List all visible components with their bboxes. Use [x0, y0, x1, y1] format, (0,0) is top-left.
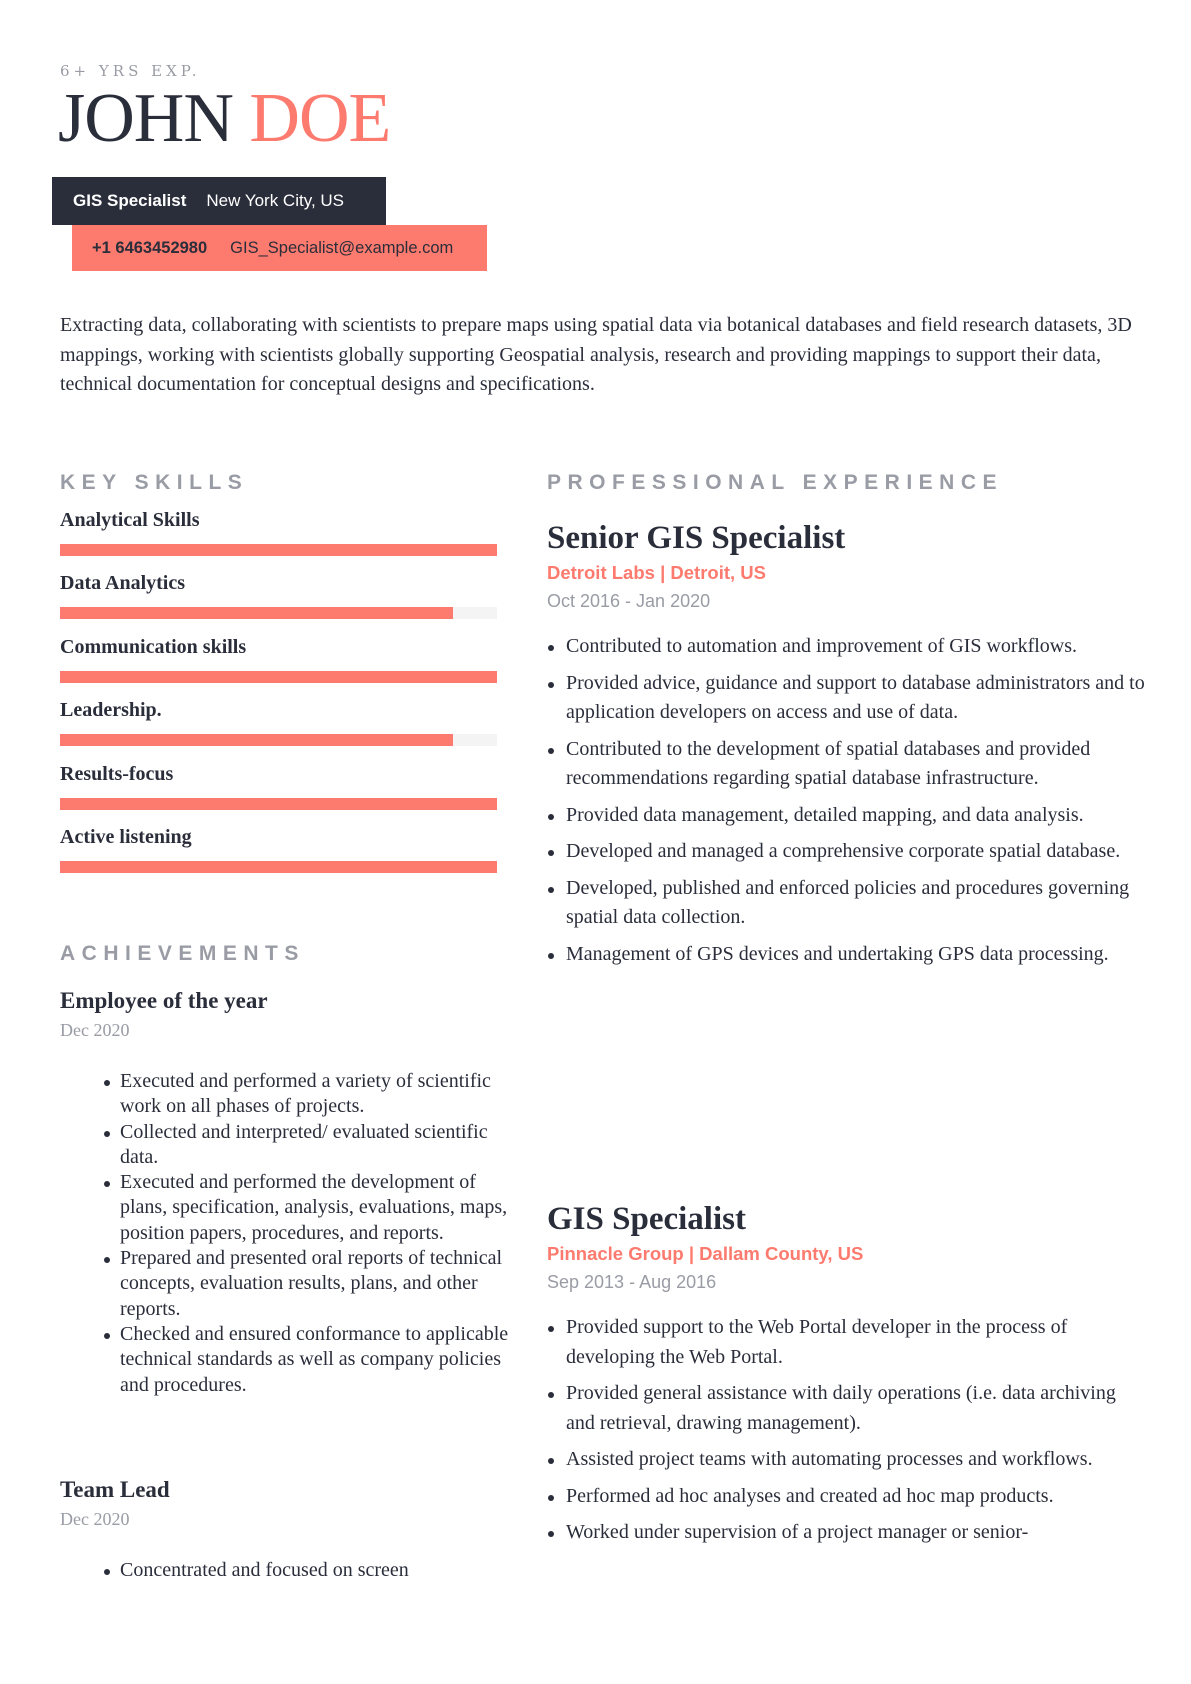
location: New York City, US	[206, 191, 345, 210]
skill-level-bar	[60, 798, 497, 810]
bullet-item: Provided general assistance with daily operations (i.e. data archiving and retrieval, drawing management).	[566, 1379, 1147, 1438]
achievement-bullets	[60, 1069, 510, 1398]
phone[interactable]: +1 6463452980	[92, 238, 208, 257]
skill-label: Communication skills	[60, 635, 247, 658]
achievement-date: Dec 2020	[60, 1020, 130, 1040]
achievement-1	[60, 988, 510, 1398]
job-bullets	[547, 632, 1147, 969]
job-dates: Oct 2016 - Jan 2020	[547, 591, 711, 611]
bullet-item: Performed ad hoc analyses and created ad hoc map products.	[566, 1482, 1147, 1512]
skill-label: Results-focus	[60, 762, 174, 785]
bullet-item: Developed, published and enforced policies and procedures governing spatial data collection.	[566, 874, 1147, 933]
skill-label: Active listening	[60, 825, 192, 848]
skill-label: Data Analytics	[60, 572, 185, 595]
bullet-item: Developed and managed a comprehensive corporate spatial database.	[566, 837, 1147, 867]
achievement-bullets	[60, 1558, 510, 1583]
bullet-item: Contributed to automation and improvement of GIS workflows.	[566, 632, 1147, 662]
bullet-item: Collected and interpreted/ evaluated scientific data.	[120, 1120, 510, 1171]
experience-heading: PROFESSIONAL EXPERIENCE	[547, 471, 1004, 494]
skill-level-fill	[60, 607, 453, 619]
bullet-item: Concentrated and focused on screen	[120, 1558, 510, 1583]
job-dates: Sep 2013 - Aug 2016	[547, 1272, 717, 1292]
bullet-item: Assisted project teams with automating processes and workflows.	[566, 1445, 1147, 1475]
achievement-2	[60, 1477, 510, 1583]
bullet-item: Worked under supervision of a project manager or senior-	[566, 1518, 1147, 1548]
skill-level-fill	[60, 734, 453, 746]
bullet-item: Provided data management, detailed mapping, and data analysis.	[566, 801, 1147, 831]
skill-level-bar	[60, 671, 497, 683]
skills-list	[60, 508, 497, 888]
bullet-item: Provided support to the Web Portal developer in the process of developing the Web Portal.	[566, 1313, 1147, 1372]
skill-level-bar	[60, 607, 497, 619]
achievement-date: Dec 2020	[60, 1509, 130, 1529]
skill-level-bar	[60, 544, 497, 556]
skill-level-bar	[60, 861, 497, 873]
achievement-title: Employee of the year	[60, 988, 268, 1013]
skill-level-fill	[60, 798, 497, 810]
skill-item	[60, 635, 497, 698]
job-1	[547, 518, 1147, 976]
bullet-item: Prepared and presented oral reports of technical concepts, evaluation results, plans, and other reports.	[120, 1246, 510, 1322]
job-title: GIS Specialist	[547, 1201, 746, 1237]
skill-label: Leadership.	[60, 699, 162, 722]
skill-item	[60, 825, 497, 888]
skill-item	[60, 698, 497, 761]
skill-level-fill	[60, 861, 497, 873]
skill-level-fill	[60, 544, 497, 556]
first-name: JOHN	[58, 80, 233, 157]
skill-item	[60, 508, 497, 571]
job-company: Pinnacle Group | Dallam County, US	[547, 1243, 864, 1264]
job-company: Detroit Labs | Detroit, US	[547, 562, 766, 583]
bullet-item: Checked and ensured conformance to applicable technical standards as well as company policies and procedures.	[120, 1322, 510, 1398]
email[interactable]: GIS_Specialist@example.com	[230, 238, 454, 257]
title-location-bar	[52, 177, 386, 225]
last-name: DOE	[249, 80, 391, 157]
bullet-item: Provided advice, guidance and support to database administrators and to application developers on access and use of data.	[566, 669, 1147, 728]
skill-item	[60, 762, 497, 825]
skill-level-bar	[60, 734, 497, 746]
skill-item	[60, 571, 497, 634]
contact-bar	[72, 225, 487, 271]
bullet-item: Executed and performed the development of plans, specification, analysis, evaluations, maps, position papers, procedures, and reports.	[120, 1170, 510, 1246]
job-2	[547, 1199, 1147, 1555]
bullet-item: Management of GPS devices and undertaking GPS data processing.	[566, 940, 1147, 970]
summary: Extracting data, collaborating with scientists to prepare maps using spatial data via botanical databases and field research datasets, 3D mappings, working with scientists globally supporting Geospatial analysis, research and providing mappings to support their data, technical documentation for conceptual designs and specifications.	[60, 314, 1132, 396]
achievement-title: Team Lead	[60, 1477, 170, 1502]
skill-level-fill	[60, 671, 497, 683]
bullet-item: Contributed to the development of spatial databases and provided recommendations regarding spatial database infrastructure.	[566, 735, 1147, 794]
skills-heading: KEY SKILLS	[60, 471, 249, 494]
bullet-item: Executed and performed a variety of scientific work on all phases of projects.	[120, 1069, 510, 1120]
job-title: GIS Specialist	[73, 191, 187, 210]
job-bullets	[547, 1313, 1147, 1548]
achievements-heading: ACHIEVEMENTS	[60, 942, 305, 965]
candidate-name	[58, 80, 391, 157]
job-title: Senior GIS Specialist	[547, 520, 846, 556]
experience-years: 6+ YRS EXP.	[60, 62, 201, 80]
skill-label: Analytical Skills	[60, 509, 200, 531]
